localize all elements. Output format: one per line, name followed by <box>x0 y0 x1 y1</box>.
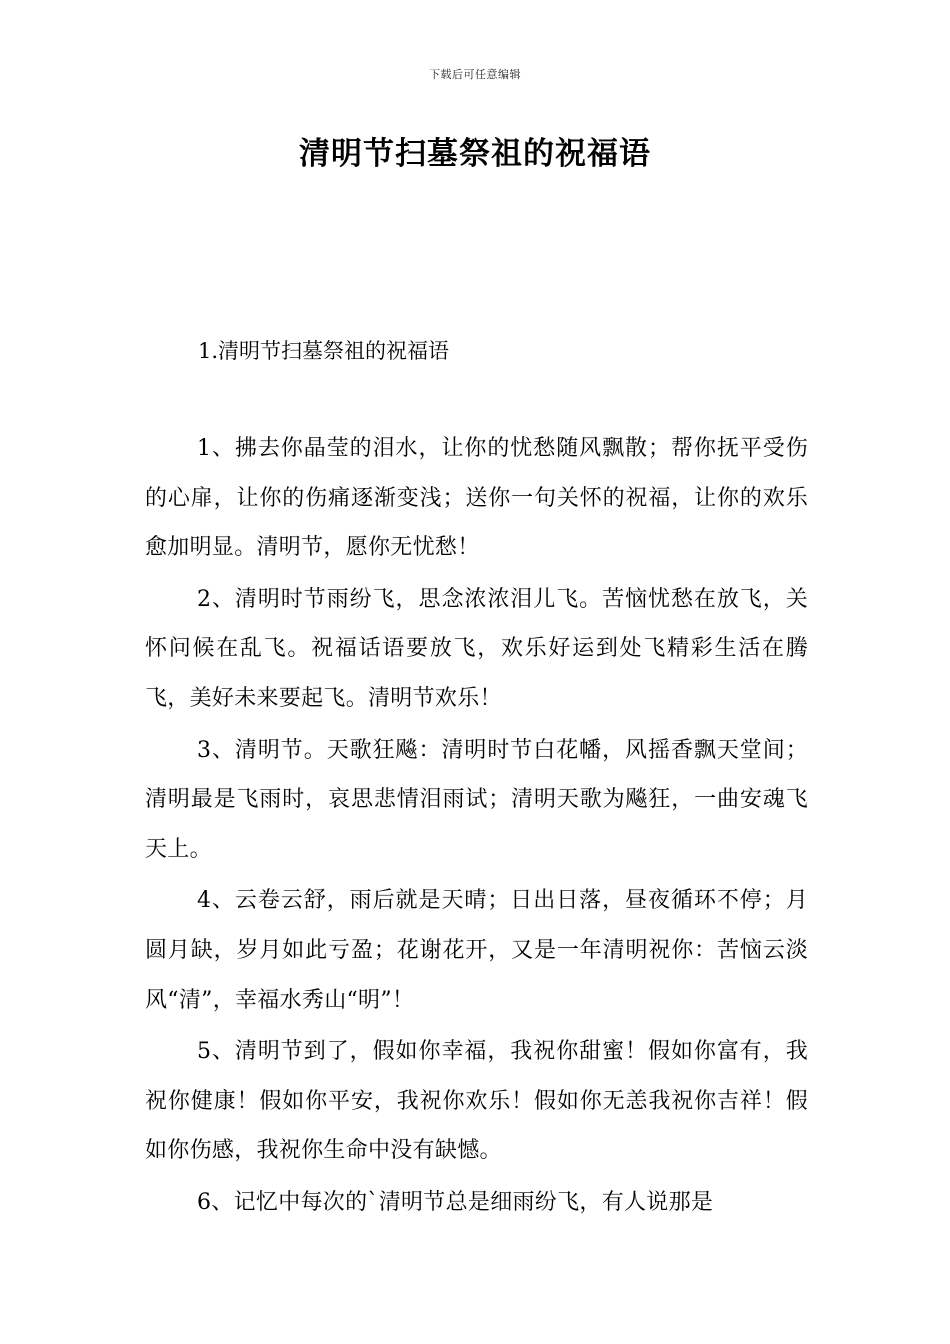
header-note: 下载后可任意编辑 <box>429 68 521 81</box>
paragraph-1: 1、拂去你晶莹的泪水，让你的忧愁随风飘散；帮你抚平受伤的心扉，让你的伤痛逐渐变浅；送你一句关怀的祝福，让你的欢乐愈加明显。清明节，愿你无忧愁！ <box>145 436 808 561</box>
section-heading: 1.清明节扫墓祭祖的祝福语 <box>198 339 450 363</box>
document-body <box>145 424 808 1230</box>
paragraph-5: 5、清明节到了，假如你幸福，我祝你甜蜜！假如你富有，我祝你健康！假如你平安，我祝你欢乐！假如你无恙我祝你吉祥！假如你伤感，我祝你生命中没有缺憾。 <box>145 1039 808 1164</box>
paragraph-2: 2、清明时节雨纷飞，思念浓浓泪儿飞。苦恼忧愁在放飞，关怀问候在乱飞。祝福话语要放飞，欢乐好运到处飞精彩生活在腾飞，美好未来要起飞。清明节欢乐！ <box>145 586 808 711</box>
paragraph-4: 4、云卷云舒，雨后就是天晴；日出日落，昼夜循环不停；月圆月缺，岁月如此亏盈；花谢花开，又是一年清明祝你：苦恼云淡风“清”，幸福水秀山“明”！ <box>145 888 808 1013</box>
paragraph-3: 3、清明节。天歌狂飚：清明时节白花幡，风摇香飘天堂间；清明最是飞雨时，哀思悲情泪雨试；清明天歌为飚狂，一曲安魂飞天上。 <box>145 737 808 862</box>
paragraph-6: 6、记忆中每次的`清明节总是细雨纷飞，有人说那是 <box>197 1189 714 1215</box>
document-title: 清明节扫墓祭祖的祝福语 <box>299 136 651 172</box>
